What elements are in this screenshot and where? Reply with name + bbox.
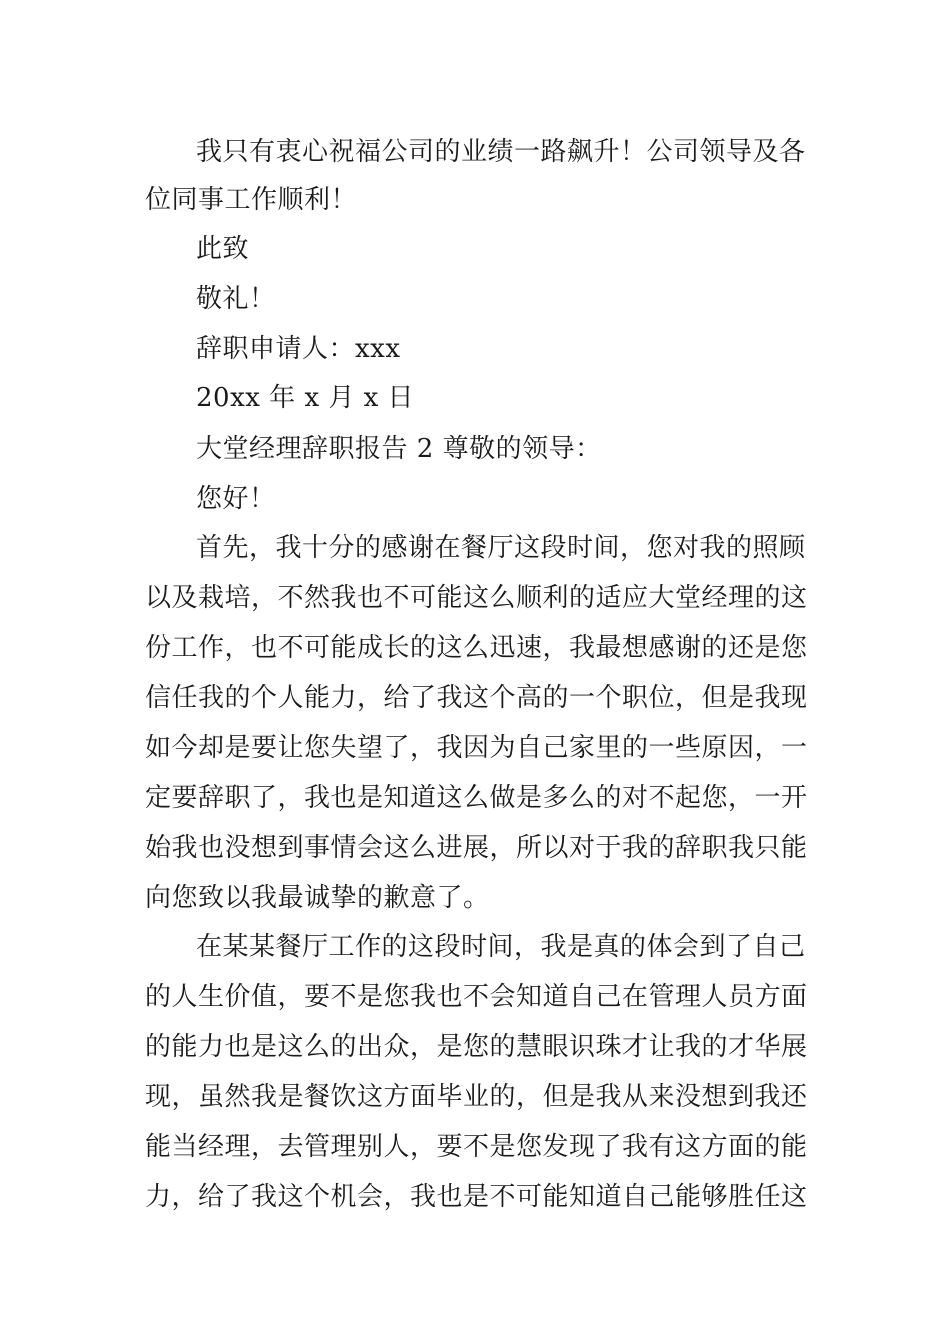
text-line: 此致 — [196, 234, 250, 264]
text-line: 信任我的个人能力，给了我这个高的一个职位，但是我现 — [145, 683, 808, 713]
text-line: 大堂经理辞职报告 2 尊敬的领导： — [196, 434, 602, 464]
text-line: 敬礼！ — [196, 284, 276, 314]
text-line: 的人生价值，要不是您我也不会知道自己在管理人员方面 — [145, 982, 808, 1012]
text-line: 能当经理，去管理别人，要不是您发现了我有这方面的能 — [145, 1132, 808, 1162]
text-line: 现，虽然我是餐饮这方面毕业的，但是我从来没想到我还 — [145, 1082, 808, 1112]
text-line: 我只有衷心祝福公司的业绩一路飙升！公司领导及各 — [196, 137, 806, 167]
text-line: 首先，我十分的感谢在餐厅这段时间，您对我的照顾 — [196, 533, 806, 563]
text-line: 20xx 年 x 月 x 日 — [196, 383, 415, 413]
text-line: 力，给了我这个机会，我也是不可能知道自己能够胜任这 — [145, 1182, 808, 1212]
text-line: 在某某餐厅工作的这段时间，我是真的体会到了自己 — [196, 932, 806, 962]
text-line: 位同事工作顺利！ — [145, 185, 358, 215]
text-line: 您好！ — [196, 484, 276, 514]
text-line: 向您致以我最诚挚的歉意了。 — [145, 883, 490, 913]
text-line: 始我也没想到事情会这么进展，所以对于我的辞职我只能 — [145, 833, 808, 863]
text-line: 以及栽培，不然我也不可能这么顺利的适应大堂经理的这 — [145, 583, 808, 613]
text-line: 辞职申请人：xxx — [196, 334, 401, 364]
text-line: 份工作，也不可能成长的这么迅速，我最想感谢的还是您 — [145, 633, 808, 663]
text-line: 定要辞职了，我也是知道这么做是多么的对不起您，一开 — [145, 783, 808, 813]
text-line: 的能力也是这么的出众，是您的慧眼识珠才让我的才华展 — [145, 1032, 808, 1062]
text-line: 如今却是要让您失望了，我因为自己家里的一些原因，一 — [145, 733, 808, 763]
